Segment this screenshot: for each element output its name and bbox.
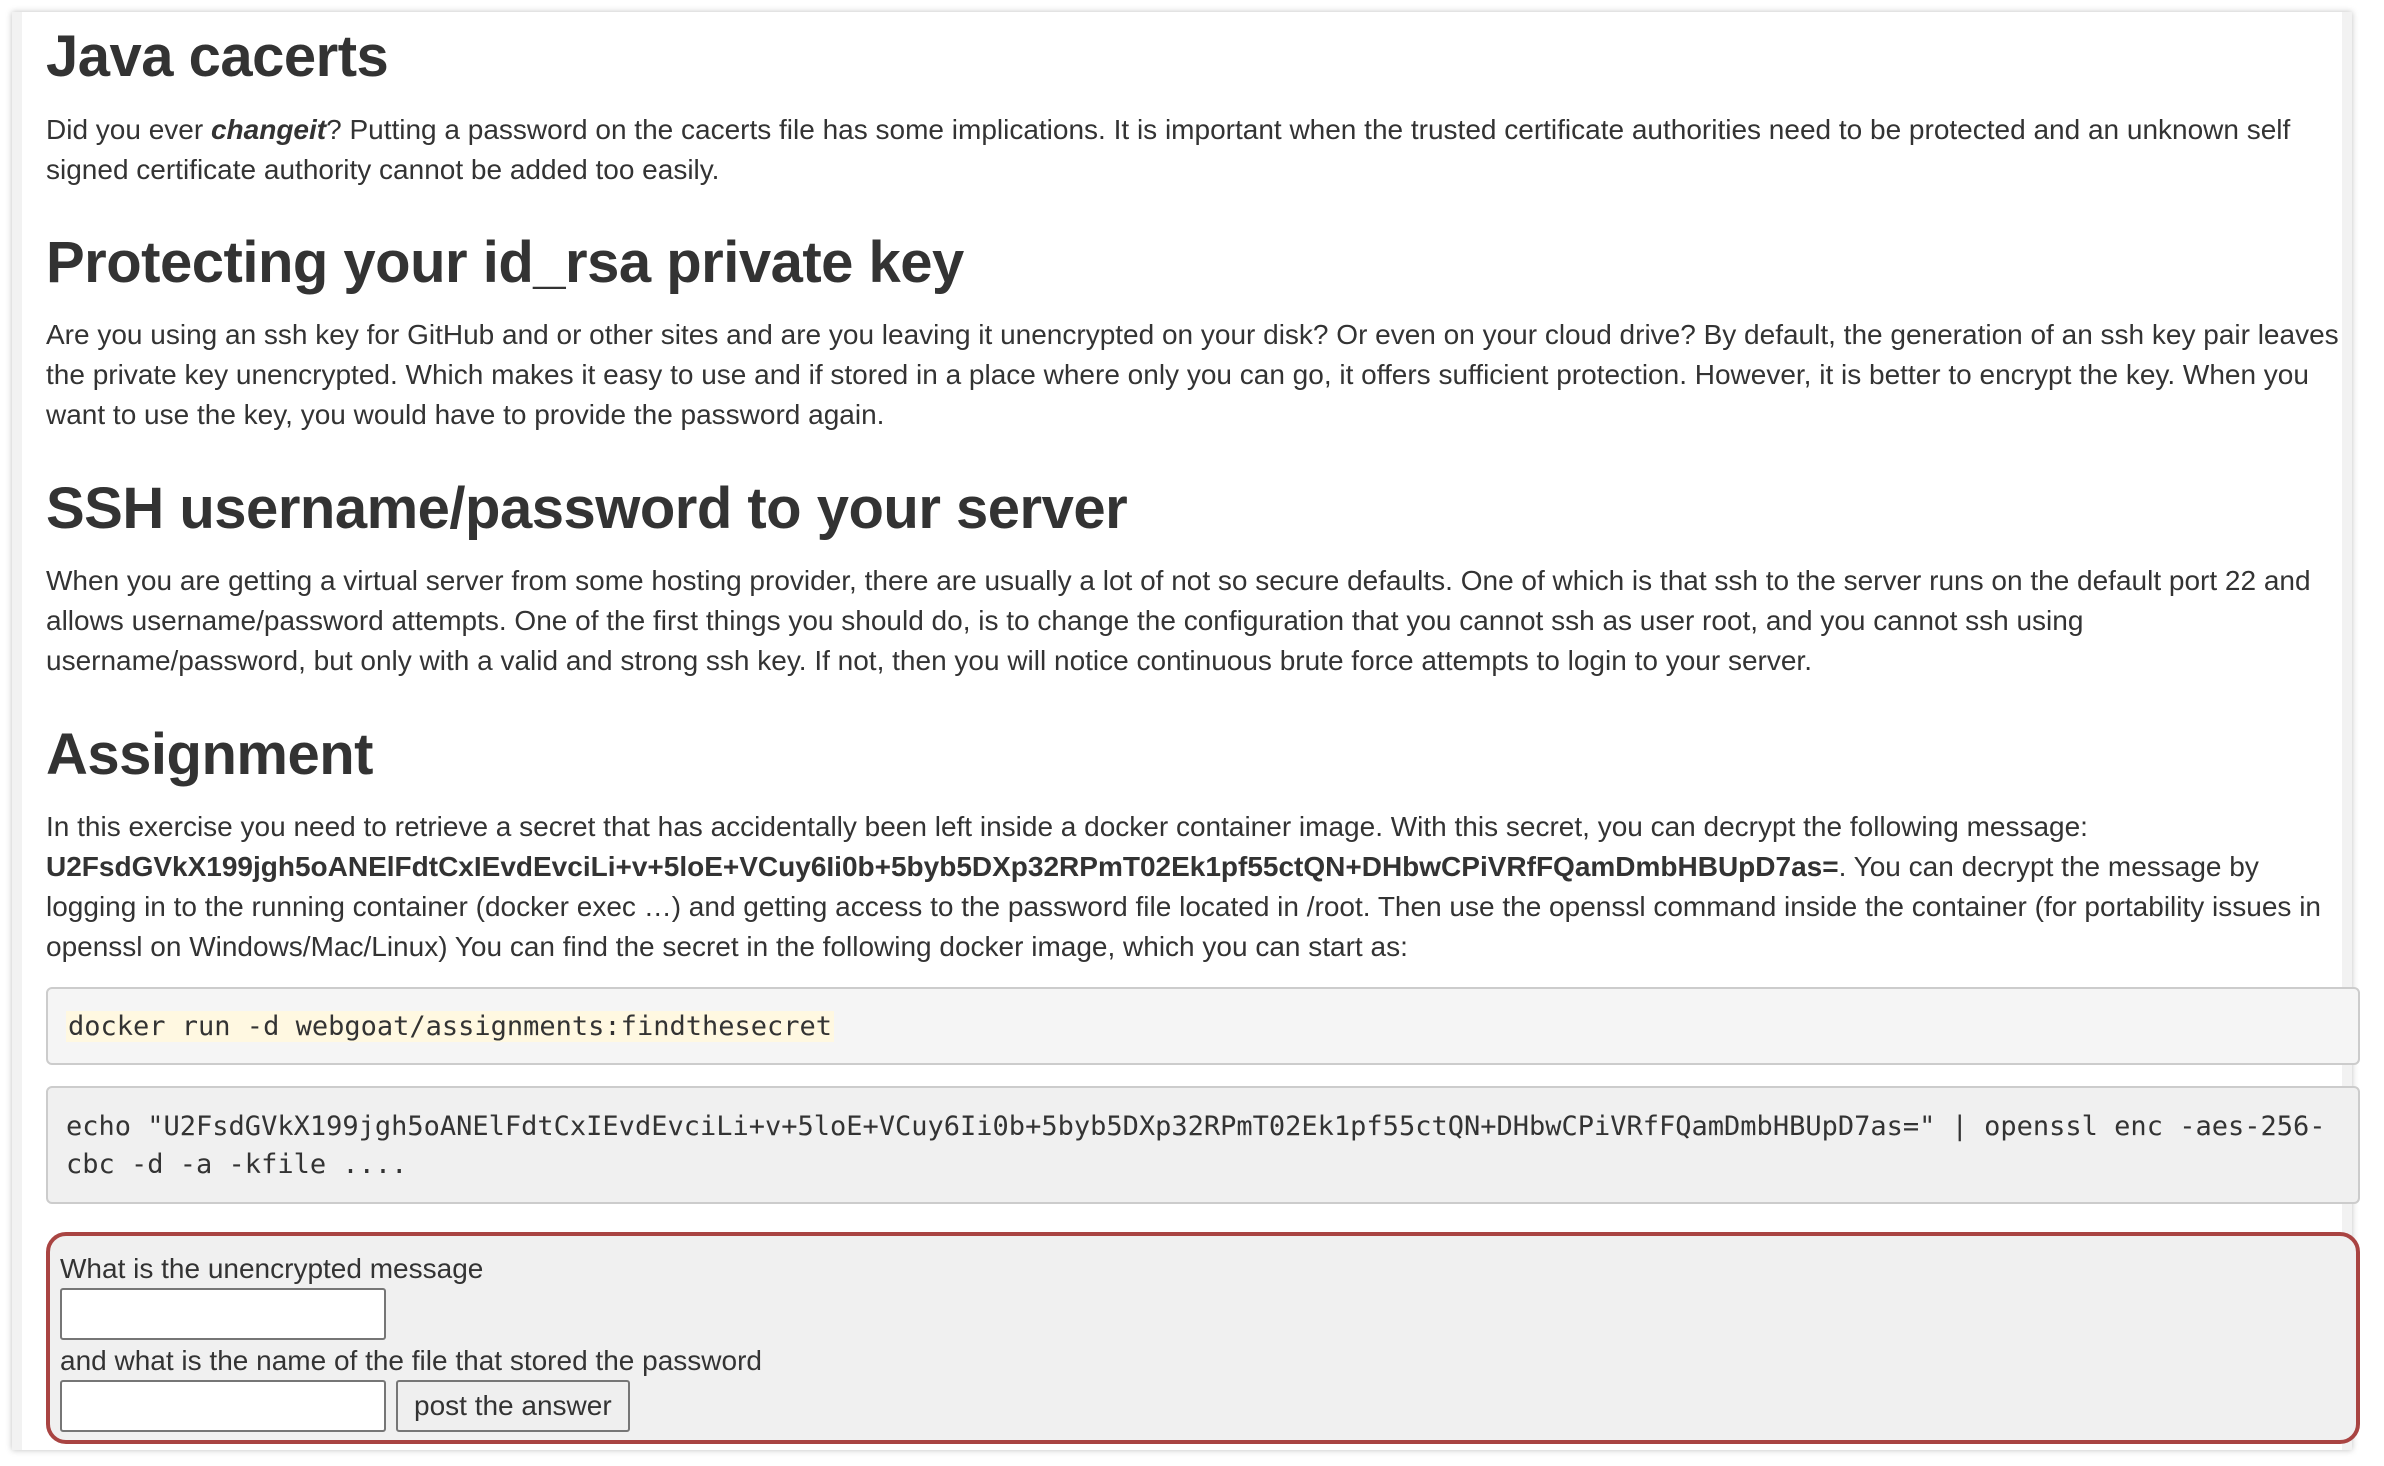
code-block-docker-run <box>46 987 2360 1065</box>
section-text-assignment <box>46 807 2346 967</box>
ciphertext: U2FsdGVkX199jgh5oANElFdtCxIEvdEvciLi+v+5loE+VCuy6Ii0b+5byb5DXp32RPmT02Ek1pf55ctQN+DHbwCPiVRfFQamDmbHBUpD7as= <box>46 851 1839 882</box>
text-part: ? Putting a password on the cacerts file has some implications. It is important when the trusted certificate authorities need to be protected and an unknown self signed certificate authority cannot be added too easily. <box>46 114 2291 185</box>
section-text-ssh: When you are getting a virtual server from some hosting provider, there are usually a lot of not so secure defaults. One of which is that ssh to the server runs on the default port 22 and allows username/password attempts. One of the first things you should do, is to change the configuration that you cannot ssh as user root, and you cannot ssh using username/password, but only with a valid and strong ssh key. If not, then you will notice continuous brute force attempts to login to your server. <box>46 565 2311 676</box>
section-title-assignment: Assignment <box>46 722 373 787</box>
section-title-ssh: SSH username/password to your server <box>46 476 1128 541</box>
password-filename-input[interactable] <box>60 1380 386 1432</box>
label-unencrypted-message: What is the unencrypted message <box>60 1253 484 1284</box>
answer-form <box>46 1232 2360 1444</box>
section-title-id-rsa: Protecting your id_rsa private key <box>46 230 964 295</box>
text-part: Did you ever <box>46 114 211 145</box>
section-text-id-rsa: Are you using an ssh key for GitHub and or other sites and are you leaving it unencrypted on your disk? Or even on your cloud drive? By default, the generation of an ssh key pair leaves the private key unencrypted. Which makes it easy to use and if stored in a place where only you can go, it offers sufficient protection. However, it is better to encrypt the key. When you want to use the key, you would have to provide the password again. <box>46 319 2339 430</box>
label-password-filename: and what is the name of the file that stored the password <box>60 1345 762 1376</box>
unencrypted-message-input[interactable] <box>60 1288 386 1340</box>
code-block-openssl: echo "U2FsdGVkX199jgh5oANElFdtCxIEvdEvciLi+v+5loE+VCuy6Ii0b+5byb5DXp32RPmT02Ek1pf55ctQN+DHbwCPiVRfFQamDmbHBUpD7as=" | openssl enc -aes-256-cbc -d -a -kfile .... <box>46 1086 2360 1204</box>
text-part: In this exercise you need to retrieve a secret that has accidentally been left inside a docker container image. With this secret, you can decrypt the following message: <box>46 811 2088 842</box>
emphasis-changeit: changeit <box>210 114 327 145</box>
page-frame <box>12 12 2352 1450</box>
post-answer-button[interactable]: post the answer <box>396 1380 630 1432</box>
text-part: . You can decrypt the message by logging in to the running container (docker exec …) and getting access to the password file located in /root. Then use the openssl command inside the container (for portability issues in openssl on Windows/Mac/Linux) You can find the secret in the following docker image, which you can start as: <box>46 851 2321 962</box>
section-title-java-cacerts: Java cacerts <box>46 24 389 89</box>
section-text-java-cacerts <box>46 110 2346 190</box>
code-docker-run: docker run -d webgoat/assignments:findthesecret <box>68 1011 833 1042</box>
